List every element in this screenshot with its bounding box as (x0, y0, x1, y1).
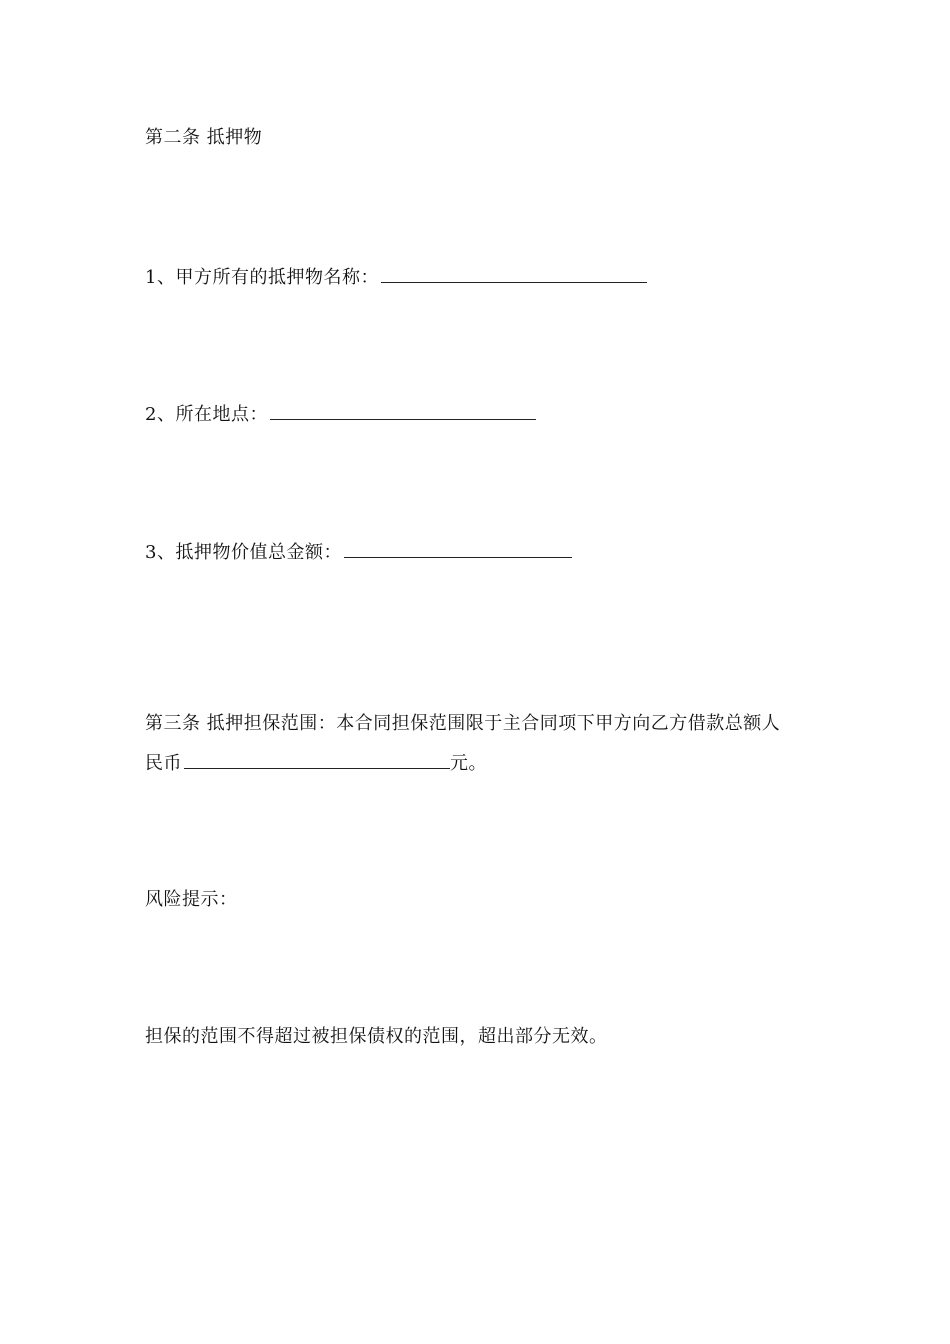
article-3-text: 第三条 抵押担保范围：本合同担保范围限于主合同项下甲方向乙方借款总额人 (145, 713, 781, 734)
risk-text: 担保的范围不得超过被担保债权的范围，超出部分无效。 (145, 1026, 608, 1047)
item-2-label: 2、所在地点： (145, 404, 268, 425)
item-1-label: 1、甲方所有的抵押物名称： (145, 267, 379, 288)
collateral-name-blank (381, 264, 647, 283)
risk-paragraph (145, 1025, 608, 1049)
currency-prefix: 民币 (145, 753, 182, 774)
item-3-label: 3、抵押物价值总金额： (145, 542, 342, 563)
item-1-row (145, 264, 647, 290)
article-2-heading (145, 126, 262, 150)
article-3-continuation (145, 750, 487, 776)
item-2-row (145, 401, 536, 427)
amount-blank (184, 750, 450, 769)
article-3-paragraph (145, 712, 780, 736)
total-value-blank (344, 539, 572, 558)
article-2-heading-text: 第二条 抵押物 (145, 127, 263, 148)
risk-heading (145, 888, 238, 912)
item-3-row (145, 539, 572, 565)
currency-suffix: 元。 (450, 753, 487, 774)
risk-heading-text: 风险提示： (145, 889, 238, 910)
location-blank (270, 401, 536, 420)
